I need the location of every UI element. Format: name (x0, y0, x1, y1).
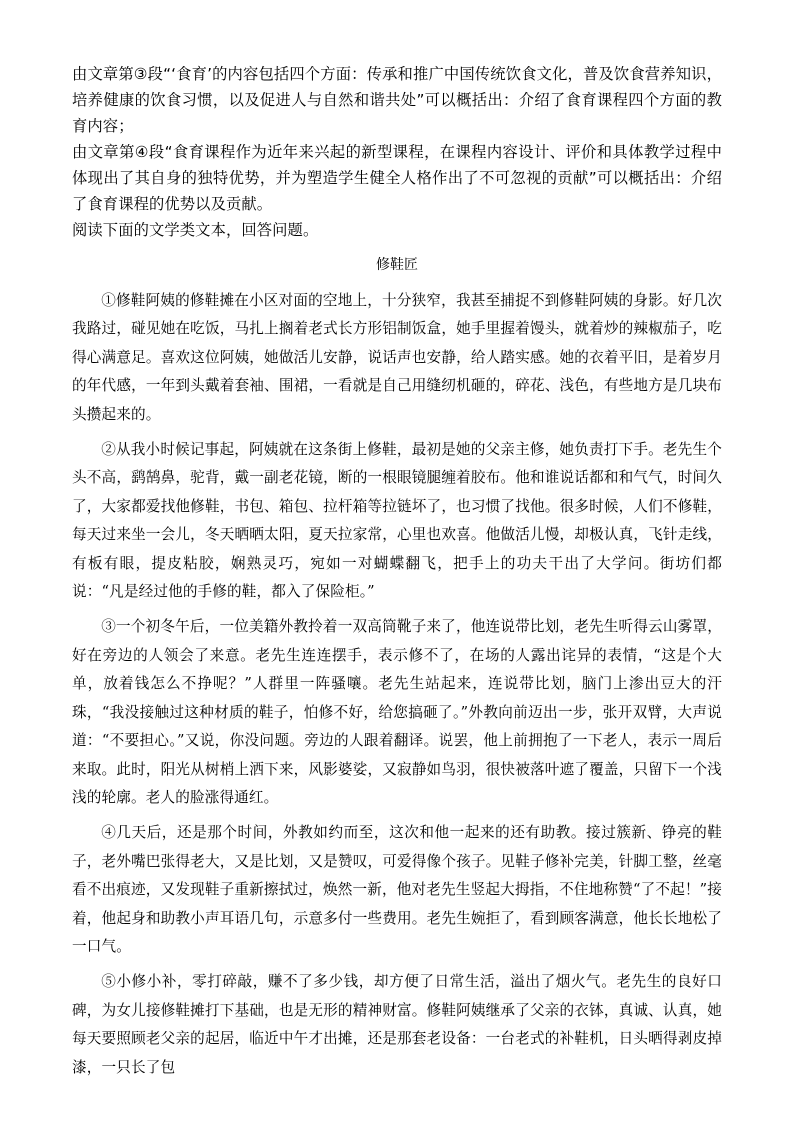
reading-prompt: 阅读下面的文学类文本，回答问题。 (72, 221, 319, 239)
story-paragraph-4: ④几天后，还是那个时间，外教如约而至，这次和他一起来的还有助教。接过簇新、铮亮的鞋子，老外嘴巴张得老大，又是比划，又是赞叹，可爱得像个孩子。见鞋子修补完美，针脚工整，丝毫看不出痕迹，又发现鞋子重新擦拭过，焕然一新，他对老先生竖起大拇指，不住地称赞“了不起！”接着，他起身和助教小声耳语几句，示意多付一些费用。老先生婉拒了，看到顾客满意，他长长地松了一口气。 (72, 824, 722, 955)
explanation-paragraph-1: 由文章第③段“‘食育’的内容包括四个方面：传承和推广中国传统饮食文化，普及饮食营养知识，培养健康的饮食习惯，以及促进人与自然和谐共处”可以概括出：介绍了食育课程四个方面的教育内容； (72, 65, 722, 135)
document-page (72, 61, 722, 1089)
story-paragraph-3: ③一个初冬午后，一位美籍外教拎着一双高筒靴子来了，他连说带比划，老先生听得云山雾罩，好在旁边的人领会了来意。老先生连连摆手，表示修不了，在场的人露出诧异的表情，“这是个大单，放着钱怎么不挣呢？”人群里一阵骚嚷。老先生站起来，连说带比划，脑门上渗出豆大的汗珠，“我没接触过这种材质的鞋子，怕修不好，给您搞砸了。”外教向前迈出一步，张开双臂，大声说道：“不要担心。”又说，你没问题。旁边的人跟着翻译。说罢，他上前拥抱了一下老人，表示一周后来取。此时，阳光从树梢上洒下来，风影婆娑，又寂静如鸟羽，很快被落叶遮了覆盖，只留下一个浅浅的轮廓。老人的脸涨得通红。 (72, 618, 722, 806)
story-paragraph-5: ⑤小修小补，零打碎敲，赚不了多少钱，却方便了日常生活，溢出了烟火气。老先生的良好口碑，为女儿接修鞋摊打下基础，也是无形的精神财富。修鞋阿姨继承了父亲的衣钵，真诚、认真，她每天要照顾老父亲的起居，临近中午才出摊，还是那套老设备：一台老式的补鞋机，日头晒得剥皮掉漆，一只长了包 (72, 973, 722, 1076)
answer-explanation (72, 61, 722, 243)
story-title: 修鞋匠 (376, 257, 418, 273)
story-paragraph-2: ②从我小时候记事起，阿姨就在这条街上修鞋，最初是她的父亲主修，她负责打下手。老先生个头不高，鹞鹄鼻，驼背，戴一副老花镜，断的一根眼镜腿缠着胶布。他和谁说话都和和气气，时间久了，大家都爱找他修鞋，书包、箱包、拉杆箱等拉链坏了，也习惯了找他。很多时候，人们不修鞋，每天过来坐一会儿，冬天晒晒太阳，夏天拉家常，心里也欢喜。他做活儿慢，却极认真，飞针走线，有板有眼，提皮粘胶，娴熟灵巧，宛如一对蝴蝶翻飞，把手上的功夫干出了大学问。街坊们都说：“凡是经过他的手修的鞋，都入了保险柜。” (72, 441, 722, 601)
story-paragraph-1: ①修鞋阿姨的修鞋摊在小区对面的空地上，十分狭窄，我甚至捕捉不到修鞋阿姨的身影。好几次我路过，碰见她在吃饭，马扎上搁着老式长方形铝制饭盒，她手里握着馒头，就着炒的辣椒茄子，吃得心满意足。喜欢这位阿姨，她做活儿安静，说话声也安静，给人踏实感。她的衣着平旧，是着岁月的年代感，一年到头戴着套袖、围裙，一看就是自己用缝纫机砸的，碎花、浅色，有些地方是几块布头攒起来的。 (72, 292, 722, 423)
story-body (72, 287, 722, 1082)
explanation-paragraph-2: 由文章第④段“食育课程作为近年来兴起的新型课程，在课程内容设计、评价和具体教学过程中体现出了其自身的独特优势，并为塑造学生健全人格作出了不可忽视的贡献”可以概括出：介绍了食育课程的优势以及贡献。 (72, 143, 722, 213)
